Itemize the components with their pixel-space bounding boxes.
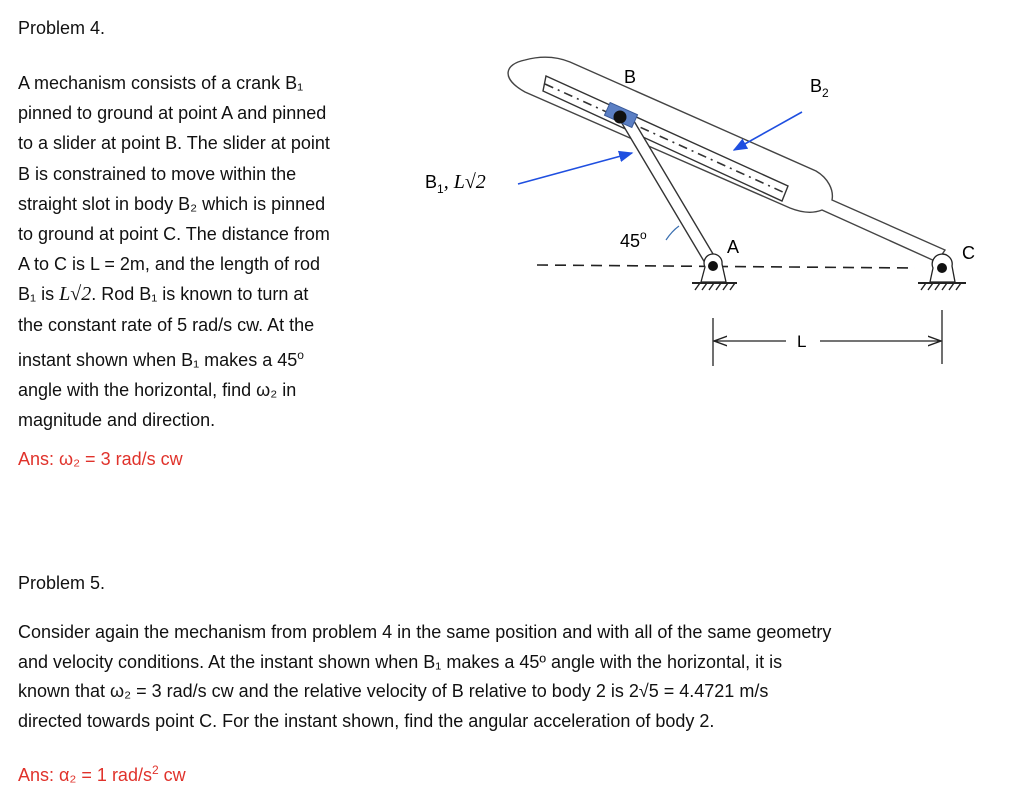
label-angle: 45$^o$	[620, 228, 647, 251]
p5-line: and velocity conditions. At the instant shown when B₁ makes a 45º angle with the horizontal, it is	[18, 651, 783, 672]
p4-text: instant shown when B₁ makes a 45	[18, 349, 298, 370]
ground-support-c	[918, 254, 966, 290]
p4-line: A mechanism consists of a crank B₁	[18, 73, 304, 93]
p4-line: magnitude and direction.	[18, 410, 216, 431]
p4-line: straight slot in body B₂ which is pinned	[18, 193, 326, 214]
p5-answer-exponent: 2	[151, 763, 159, 777]
problem-5-answer	[18, 763, 186, 786]
label-b1: $B_1$, L√2	[425, 171, 486, 196]
label-c: C	[962, 243, 975, 263]
p5-answer-unit: cw	[158, 765, 186, 785]
label-b: B	[624, 67, 637, 87]
label-b2: $B_2$	[810, 76, 829, 100]
label-l: L	[797, 332, 807, 351]
p4-line: angle with the horizontal, find ω₂ in	[18, 380, 297, 401]
p4-line: to ground at point C. The distance from	[18, 224, 330, 245]
p4-line: to a slider at point B. The slider at point	[18, 133, 330, 154]
b2-pointer-arrow	[734, 112, 802, 150]
problem-4-answer: Ans: ω₂ = 3 rad/s cw	[18, 449, 183, 469]
ground-support-a	[692, 254, 737, 290]
p4-line: B is constrained to move within the	[18, 163, 297, 184]
p4-text: . Rod B₁ is known to turn at	[91, 284, 309, 305]
degree-mark: o	[297, 347, 304, 362]
problem-5-statement	[18, 618, 1008, 736]
b1-pointer-arrow	[518, 153, 632, 184]
p5-line: Consider again the mechanism from problem 4 in the same position and with all of the same geometry	[18, 622, 832, 642]
p5-answer-text: Ans: α₂ = 1 rad/s	[18, 765, 152, 785]
p4-text: B₁ is	[18, 284, 60, 305]
angle-arc	[666, 226, 679, 240]
horizontal-reference-line	[537, 265, 915, 268]
p5-line: directed towards point C. For the instant shown, find the angular acceleration of body 2.	[18, 710, 715, 731]
p4-line: the constant rate of 5 rad/s cw. At the	[18, 314, 315, 335]
problem-5-heading: Problem 5.	[18, 573, 106, 593]
p5-line: known that ω₂ = 3 rad/s cw and the relative velocity of B relative to body 2 is 2√5 = 4.4721 m/s	[18, 681, 769, 701]
rod-length-expression: L√2	[59, 283, 92, 306]
pin-b	[614, 111, 627, 124]
p4-line: pinned to ground at point A and pinned	[18, 103, 327, 124]
label-a: A	[727, 237, 740, 257]
p4-line: A to C is L = 2m, and the length of rod	[18, 254, 321, 275]
problem-4-heading: Problem 4.	[18, 18, 106, 38]
